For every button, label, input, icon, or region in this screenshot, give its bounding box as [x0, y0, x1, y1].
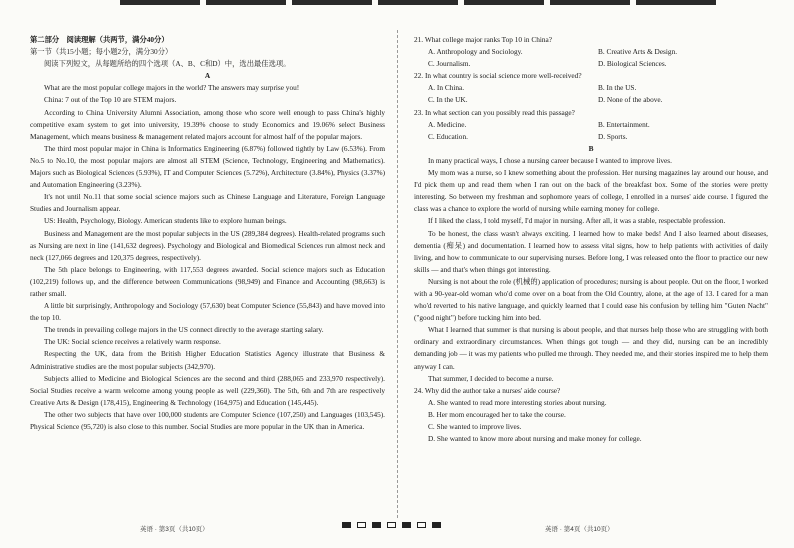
- paragraph: A little bit surprisingly, Anthropology and Sociology (57,630) beat Computer Science (55,843) and have moved into the top 10.: [30, 301, 385, 323]
- paragraph: Nursing is not about the role (机械的) application of procedures; nursing is about people. Out on the floor, I worked with a 90-year-old woman who'd come over on a boat from the Old Country, alone, at the age of 13. I cared for a man who'd reverted to his native language, and quickly learned that I could ease his confusion by telling him "Guten Nacht" ("good night") before tucking him into bed.: [414, 276, 768, 323]
- option: C. Education.: [428, 131, 468, 141]
- option: A. Medicine.: [428, 119, 467, 129]
- option: B. Her mom encouraged her to take the course.: [428, 409, 566, 419]
- paragraph: The trends in prevailing college majors in the US connect directly to the average starting salary.: [44, 325, 324, 335]
- paragraph: It's not until No.11 that some social science majors such as Chinese Language and Literature, Foreign Language Studies and Journalism appear.: [30, 192, 385, 214]
- question-22: 22. In what country is social science more well-received?: [414, 71, 582, 81]
- paragraph: In many practical ways, I chose a nursing career because I wanted to improve lives.: [428, 155, 672, 165]
- q24-options: [414, 397, 768, 445]
- option: C. She wanted to improve lives.: [428, 422, 522, 431]
- option: B. Creative Arts & Design.: [598, 47, 678, 57]
- passage-b-label: B: [588, 143, 594, 153]
- option: A. She wanted to read more interesting stories about nursing.: [428, 397, 607, 407]
- page-footer-left: 英语 · 第3页（共10页）: [140, 526, 209, 533]
- paragraph: The 5th place belongs to Engineering, with 117,553 degrees awarded. Social science majors such as Education (102,219) follows up, and the difference between Communications (98,949) and Finance and Accounting (98,663) is rather small.: [30, 264, 385, 298]
- left-column: [30, 34, 385, 526]
- option: D. Sports.: [598, 131, 628, 141]
- paragraph: US: Health, Psychology, Biology. American students like to explore human beings.: [44, 216, 287, 226]
- option: C. Journalism.: [428, 59, 471, 69]
- paragraph: What I learned that summer is that nursing is about people, and that nurses help those who are struggling with both ordinary and extraordinary circumstances. When things got tough — and they did, nursing can be an incredibly demanding job — it was my patients who pulled me through. They needed me, and their stories inspired me to help them anyway I can.: [414, 325, 768, 371]
- paragraph: Subjects allied to Medicine and Biological Sciences are the second and third (288,065 and 233,970 respectively). Social Studies receive a warm welcome among young people as well (229,360). The 5th, 6th and 7th are respectively Creative Arts & Design (178,415), Engineering & Technology (164,975) and Education (145,445).: [30, 373, 385, 407]
- option: D. She wanted to know more about nursing and make money for college.: [428, 434, 642, 444]
- paragraph: According to China University Alumni Association, among those who score well enough to pass China's highly competitive exam system to get into university, 19.39% choose to study Economics and 19.06% select Business Management, which means business & management related majors account for almost half of the popular majors.: [30, 107, 385, 141]
- option: A. Anthropology and Sociology.: [428, 47, 523, 57]
- paragraph: Respecting the UK, data from the British Higher Education Statistics Agency illustrate that Business & Administrative studies are the most popular subjects (342,970).: [30, 349, 385, 371]
- fold-divider: [397, 30, 398, 518]
- q21-options: [414, 46, 768, 70]
- option: A. In China.: [428, 83, 465, 93]
- paragraph: The third most popular major in China is Informatics Engineering (6.87%) followed tightly by Law (6.53%). From No.5 to No.10, the most popular majors are almost all STEM (Science, Technology, Engineering and Mathematics). Majors such as Biological Sciences (5.93%), IT and Computer Sciences (5.72%), Architecture (3.84%), Physics (3.37%) and Automation Engineering (3.23%).: [30, 143, 385, 190]
- option: C. In the UK.: [428, 95, 468, 105]
- q22-options: [414, 82, 768, 106]
- top-scan-bar: [0, 0, 794, 8]
- part-title: 第二部分 阅读理解（共两节，满分40分）: [30, 35, 169, 44]
- question-24: 24. Why did the author take a nurses' aide course?: [414, 385, 561, 395]
- paragraph: My mom was a nurse, so I knew something about the profession. Her nursing magazines lay around our house, and I'd pick them up and read them when I ran out on the back of the breakfast box. Some of the stories were pretty interesting. So between my freshman and sophomore years of college, I enrolled in a nurses' aide course. I figured the class was a chance to explore the world of nursing while earning money for college.: [414, 168, 768, 214]
- option: D. Biological Sciences.: [598, 59, 667, 69]
- passage-a-label: A: [204, 71, 211, 81]
- paragraph: The other two subjects that have over 100,000 students are Computer Science (107,250) and Languages (103,545). Physical Science (95,720) is also close to this number. Social Studies are more popular in the UK than in America.: [30, 409, 385, 431]
- paragraph: That summer, I decided to become a nurse.: [428, 373, 554, 383]
- option: D. None of the above.: [598, 95, 663, 105]
- paragraph: China: 7 out of the Top 10 are STEM majors.: [44, 95, 177, 105]
- instruction: 阅读下列短文，从每题所给的四个选项（A、B、C和D）中，选出最佳选项。: [44, 59, 291, 69]
- question-21: 21. What college major ranks Top 10 in China?: [414, 35, 553, 44]
- paragraph: If I liked the class, I told myself, I'd major in nursing. After all, it was a stable, respectable profession.: [428, 216, 726, 226]
- paragraph: What are the most popular college majors in the world? The answers may surprise you!: [44, 83, 300, 93]
- option: B. Entertainment.: [598, 119, 650, 129]
- paragraph: To be honest, the class wasn't always exciting. I learned how to make beds! And I also learned about diseases, dementia (痴呆) and documentation. I learned how to assess vital signs, how to help patients with activities of daily living, and how to communicate to our supervising nurses. Before long, I was released onto the floor to practice our new skills — and that's when things got interesting.: [414, 228, 768, 274]
- q23-options: [414, 119, 768, 143]
- question-23: 23. In what section can you possibly read this passage?: [414, 107, 575, 117]
- paragraph: Business and Management are the most popular subjects in the US (289,384 degrees). Health-related programs such as Nursing are next in line (141,632 degrees). Psychology and Biological and Biomedical Sciences run almost neck and neck (127,066 degrees and 120,375 degrees, respectively).: [30, 228, 385, 262]
- registration-marks: [342, 522, 441, 528]
- right-column: [414, 34, 768, 526]
- paragraph: The UK: Social science receives a relatively warm response.: [44, 337, 221, 347]
- option: B. In the US.: [598, 83, 637, 93]
- section-title: 第一节（共15小题；每小题2分，满分30分）: [30, 47, 173, 57]
- page-footer-right: 英语 · 第4页（共10页）: [545, 526, 614, 533]
